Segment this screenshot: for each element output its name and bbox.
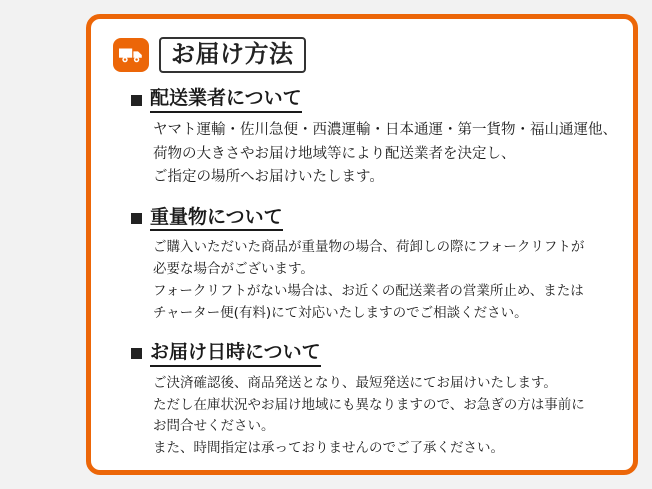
section-heading <box>131 206 611 232</box>
panel-title-box <box>159 37 306 73</box>
delivery-info-panel <box>86 14 638 475</box>
section-delivery-date <box>113 341 611 460</box>
body-line: ただし在庫状況やお届け地域にも異なりますので、お急ぎの方は事前に <box>153 396 585 413</box>
body-line: お問合せください。 <box>153 418 275 435</box>
section-heading <box>131 341 611 367</box>
body-line: フォークリフトがない場合は、お近くの配送業者の営業所止め、または <box>153 283 584 300</box>
body-line: チャーター便(有料)にて対応いたしますのでご相談ください。 <box>153 305 528 322</box>
body-line: ヤマト運輸・佐川急便・西濃運輸・日本通運・第一貨物・福山通運他、 <box>153 122 617 139</box>
body-line: 必要な場合がございます。 <box>153 261 314 278</box>
section-title: 配送業者について <box>150 87 302 113</box>
section-body <box>153 237 603 324</box>
section-title: お届け日時について <box>150 341 321 367</box>
section-title: 重量物について <box>150 206 283 232</box>
square-bullet-icon <box>131 348 142 359</box>
delivery-truck-icon <box>113 38 149 72</box>
square-bullet-icon <box>131 95 142 106</box>
body-line: 荷物の大きさやお届け地域等により配送業者を決定し、 <box>153 145 516 162</box>
body-line: ご決済確認後、商品発送となり、最短発送にてお届けいたします。 <box>153 374 557 391</box>
section-shipping-carriers <box>113 87 617 189</box>
section-heavy-items <box>113 206 611 325</box>
square-bullet-icon <box>131 213 142 224</box>
page-title: お届け方法 <box>171 40 294 68</box>
body-line: ご購入いただいた商品が重量物の場合、荷卸しの際にフォークリフトが <box>153 239 585 256</box>
body-line: また、時間指定は承っておりませんのでご了承ください。 <box>153 440 504 457</box>
section-body <box>153 119 617 189</box>
section-heading <box>131 87 611 113</box>
section-body <box>153 373 603 460</box>
body-line: ご指定の場所へお届けいたします。 <box>153 169 384 186</box>
panel-header <box>113 37 611 73</box>
